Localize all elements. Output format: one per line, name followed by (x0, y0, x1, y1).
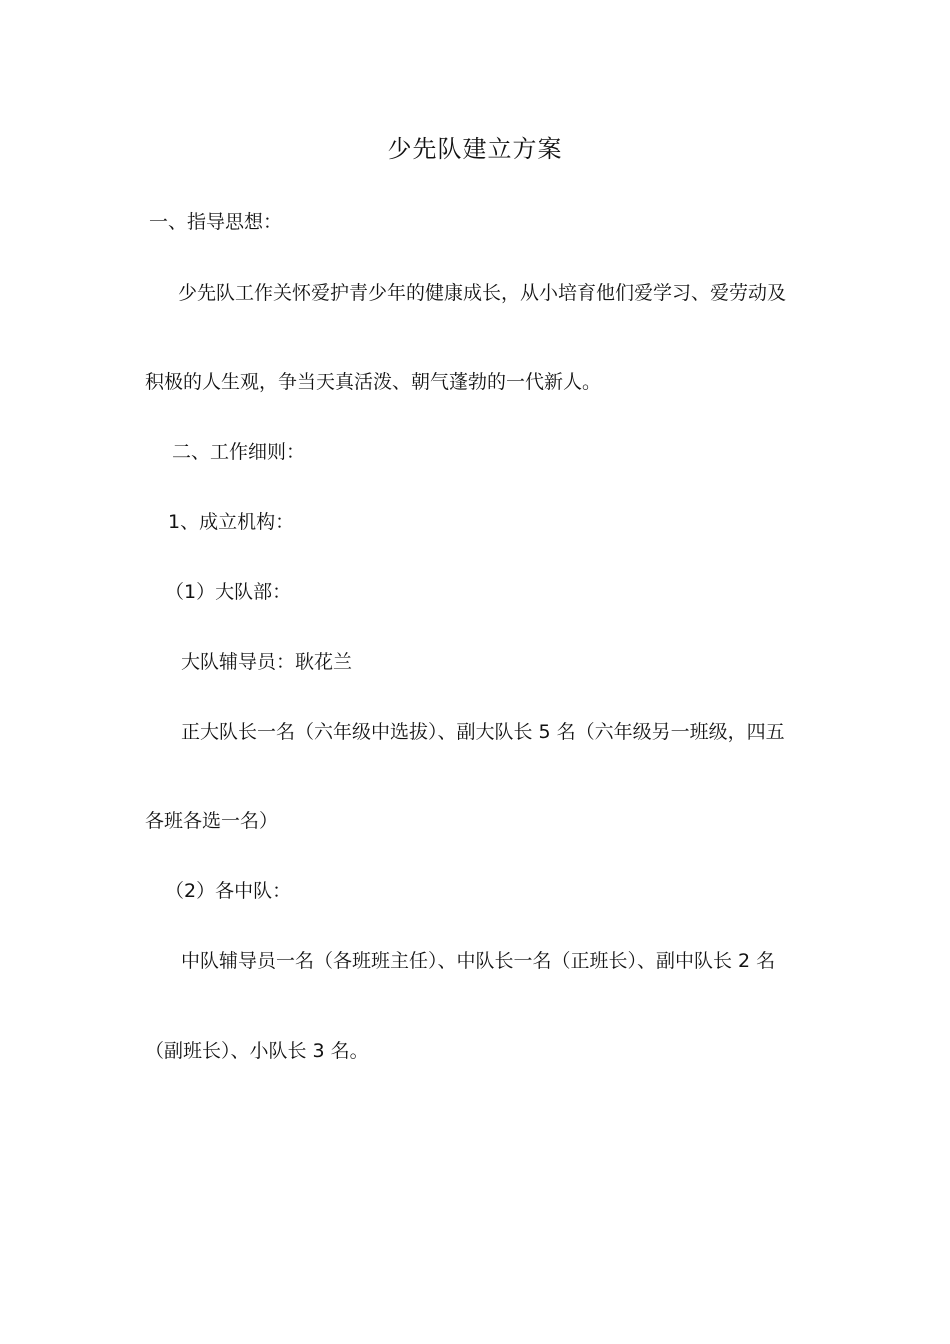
document-title: 少先队建立方案 (387, 135, 563, 163)
paragraph-line: （副班长）、小队长 3 名。 (145, 1040, 369, 1062)
paragraph-line: 中队辅导员一名（各班班主任）、中队长一名（正班长）、副中队长 2 名 (181, 950, 776, 972)
subheading-squadrons: （2）各中队： (165, 880, 292, 902)
paragraph-line: 各班各选一名） (145, 810, 279, 832)
paragraph-line: 少先队工作关怀爱护青少年的健康成长，从小培育他们爱学习、爱劳动及 (178, 282, 787, 304)
section-heading-guiding-ideology: 一、指导思想： (149, 211, 283, 233)
subheading-brigade: （1）大队部： (165, 581, 292, 603)
item-heading-establish-organization: 1、成立机构： (168, 511, 295, 533)
brigade-counselor-line: 大队辅导员：耿花兰 (181, 651, 353, 673)
section-heading-work-rules: 二、工作细则： (172, 441, 306, 463)
paragraph-line: 积极的人生观，争当天真活泼、朝气蓬勃的一代新人。 (145, 371, 602, 393)
paragraph-line: 正大队长一名（六年级中选拔）、副大队长 5 名（六年级另一班级，四五 (181, 721, 785, 743)
